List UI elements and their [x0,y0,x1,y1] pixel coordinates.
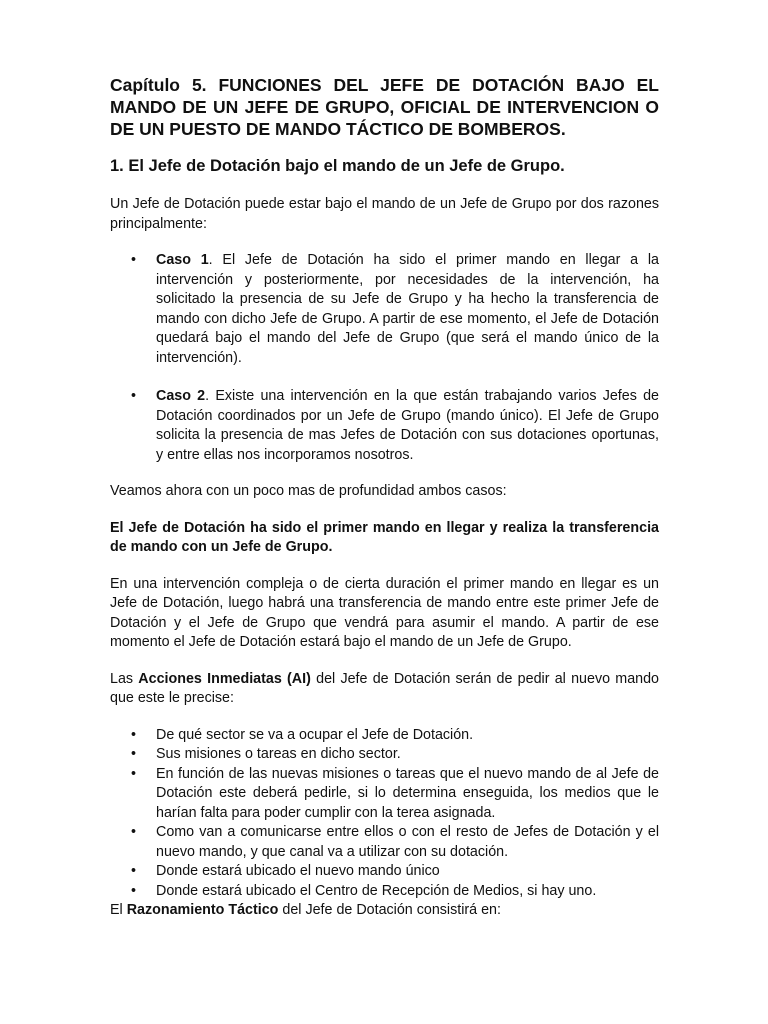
actions-intro-bold: Acciones Inmediatas (AI) [138,670,311,687]
action-text: Como van a comunicarse entre ellos o con el resto de Jefes de Dotación y el nuevo mando, y que canal va a utilizar con su dotación. [156,824,659,860]
actions-intro-prefix: Las [110,670,139,687]
action-text: Sus misiones o tareas en dicho sector. [156,746,401,762]
actions-intro-paragraph [110,670,659,709]
actions-intro-suffix: del Jefe de Dotación serán de pedir al nuevo mando que este le precise: [110,670,659,706]
reasoning-paragraph [110,901,659,921]
action-item [110,862,659,882]
action-text: Donde estará ubicado el Centro de Recepción de Medios, si hay uno. [156,882,597,899]
bullet-icon: • [131,388,137,404]
case-item [110,387,659,465]
bullet-icon: • [131,863,137,879]
reasoning-suffix: del Jefe de Dotación consistirá en: [278,902,501,918]
bullet-icon: • [131,252,137,268]
bullet-icon: • [131,746,137,762]
case-text: . Existe una intervención en la que están trabajando varios Jefes de Dotación coordinados por un Jefe de Grupo (mando único). El Jefe de Grupo solicita la presencia de mas Jefes de Dotación con sus dotaciones oportunas, y entre ellas nos incorporamos nosotros. [156,388,659,463]
reasoning-bold: Razonamiento Táctico [126,902,279,918]
bullet-icon: • [131,765,137,782]
bullet-icon: • [131,824,137,840]
intro-paragraph: Un Jefe de Dotación puede estar bajo el mando de un Jefe de Grupo por dos razones principalmente: [110,196,659,232]
action-item [110,726,659,746]
subheading: El Jefe de Dotación ha sido el primer mando en llegar y realiza la transferencia de mando con un Jefe de Grupo. [110,519,659,555]
case-label: Caso 1 [156,252,209,268]
action-item [110,823,659,862]
case-spacer [110,368,659,387]
chapter-title: Capítulo 5. FUNCIONES DEL JEFE DE DOTACIÓN BAJO EL MANDO DE UN JEFE DE GRUPO, OFICIAL DE INTERVENCION O DE UN PUESTO DE MANDO TÁCTICO DE BOMBEROS. [110,75,659,139]
action-text: En función de las nuevas misiones o tareas que el nuevo mando de al Jefe de Dotación este deberá pedirle, si lo determina enseguida, los medios que le harían falta para poder cumplir con la terea asignada. [156,765,659,821]
action-text: De qué sector se va a ocupar el Jefe de Dotación. [156,726,474,743]
transition-paragraph: Veamos ahora con un poco mas de profundidad ambos casos: [110,483,507,499]
bullet-icon: • [131,726,137,743]
action-item [110,745,659,765]
section-title: 1. El Jefe de Dotación bajo el mando de un Jefe de Grupo. [110,157,565,175]
action-item [110,765,659,824]
bullet-icon: • [131,882,137,899]
case-label: Caso 2 [156,388,206,404]
action-item [110,882,659,902]
case-text: . El Jefe de Dotación ha sido el primer mando en llegar a la intervención y posteriormente, por necesidades de la intervención, ha solicitado la presencia de su Jefe de Grupo y ha hecho la transferencia de mando con dicho Jefe de Grupo. A partir de ese momento, el Jefe de Dotación quedará bajo el mando del Jefe de Grupo (que será el mando único de la intervención). [156,252,659,366]
cases-list [110,251,659,465]
document-page [110,74,659,921]
action-text: Donde estará ubicado el nuevo mando único [156,863,440,879]
case-item [110,251,659,368]
complex-intervention-paragraph: En una intervención compleja o de cierta duración el primer mando en llegar es un Jefe de Dotación, luego habrá una transferencia de mando entre este primer Jefe de Dotación y el Jefe de Grupo que vendrá para asumir el mando. A partir de ese momento el Jefe de Dotación estará bajo el mando de un Jefe de Grupo. [110,575,659,650]
reasoning-prefix: El [110,902,127,918]
actions-list [110,726,659,902]
